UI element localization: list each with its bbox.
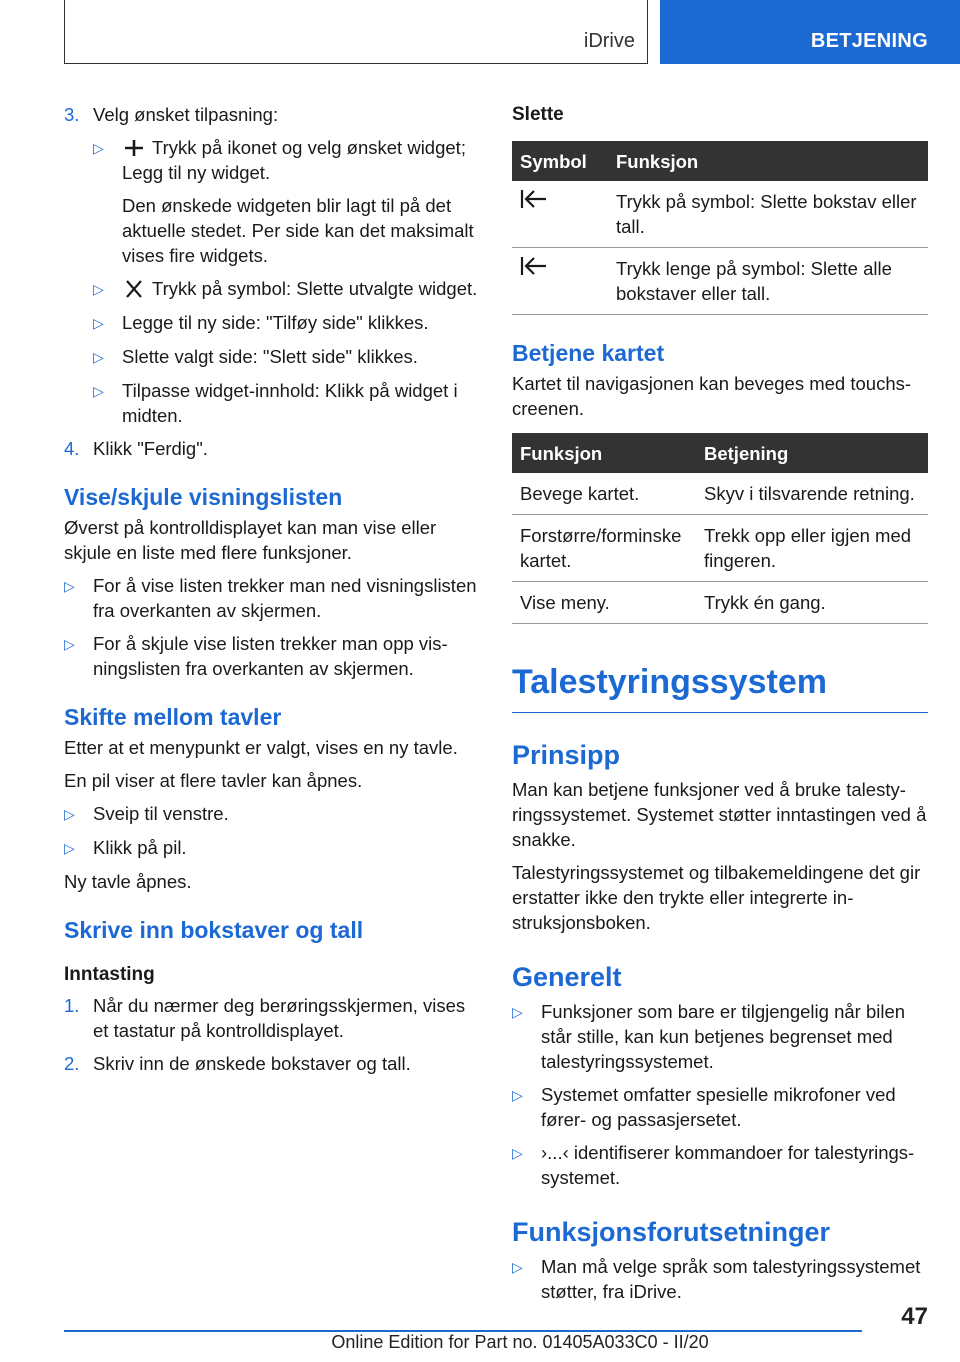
column-header: Symbol (512, 141, 608, 181)
column-header: Betjening (696, 433, 928, 473)
kart-table (512, 433, 928, 624)
subheading-slette: Slette (512, 104, 564, 125)
left-column (64, 102, 480, 1084)
list-item (512, 1082, 928, 1132)
section-heading-prinsipp: Prinsipp (512, 740, 621, 770)
bullet-text: ›...‹ identifiserer kommandoer for talestyringssystemet. (541, 1142, 915, 1188)
paragraph: Øverst på kontrolldisplayet kan man vise eller skjule en liste med flere funksjoner. (64, 517, 437, 563)
triangle-bullet-icon: ▷ (512, 1259, 523, 1275)
step-2 (64, 1051, 480, 1076)
table-cell: Trykk én gang. (696, 582, 928, 624)
triangle-bullet-icon: ▷ (512, 1004, 523, 1020)
section-heading-kart: Betjene kartet (512, 340, 665, 366)
close-icon (122, 280, 146, 298)
list-item (512, 999, 928, 1074)
triangle-bullet-icon: ▷ (512, 1087, 523, 1103)
bullet-text: For å skjule vise listen trekker man opp visningslisten fra overkanten av skjermen. (93, 633, 448, 679)
section-heading-generelt: Generelt (512, 962, 622, 992)
table-cell: Trekk opp eller igjen med fingeren. (696, 515, 928, 582)
backspace-arrow-icon (520, 256, 548, 276)
table-cell: Bevege kartet. (512, 473, 696, 515)
step-text: Klikk "Ferdig". (93, 438, 208, 459)
table-cell: Vise meny. (512, 582, 696, 624)
step-text: Velg ønsket tilpasning: (93, 104, 279, 125)
bullet-text: Klikk på pil. (93, 837, 187, 858)
list-item (93, 135, 480, 185)
table-row (512, 248, 928, 315)
plus-icon (122, 139, 146, 157)
header-section-box (64, 0, 648, 64)
section-heading-skifte: Skifte mellom tavler (64, 704, 282, 730)
triangle-bullet-icon: ▷ (64, 636, 75, 652)
bullet-text: Systemet omfatter spesielle mikrofoner ved fører- og passasjersetet. (541, 1084, 896, 1130)
list-item (93, 310, 480, 336)
triangle-bullet-icon: ▷ (93, 281, 104, 297)
triangle-bullet-icon: ▷ (93, 140, 104, 156)
header-section-label: iDrive (583, 30, 635, 52)
step-3-bullets (93, 135, 480, 428)
paragraph: Man kan betjene funksjoner ved å bruke talestyringssystemet. Systemet støtter inntastingen ved å snakke. (512, 779, 927, 850)
footer-edition: Online Edition for Part no. 01405A033C0 - II/20 (331, 1332, 709, 1352)
chapter-heading-tale: Talestyringssystem (512, 662, 928, 713)
step-number: 4. (64, 438, 80, 459)
table-row (512, 473, 928, 515)
step-4 (64, 436, 480, 461)
bullet-text: Slette valgt side: "Slett side" klikkes. (122, 346, 418, 367)
bullet-text: Tilpasse widget-innhold: Klikk på widget i midten. (122, 380, 458, 426)
list-item (93, 276, 480, 302)
table-cell: Trykk lenge på symbol: Slette alle bokstaver eller tall. (608, 248, 928, 315)
column-header: Funksjon (608, 141, 928, 181)
paragraph: Kartet til navigasjonen kan beveges med touchscreenen. (512, 373, 912, 419)
header-chapter-box (660, 0, 960, 64)
step-number: 1. (64, 995, 80, 1016)
bullet-text: For å vise listen trekker man ned visningslisten fra overkanten av skjermen. (93, 575, 477, 621)
paragraph: En pil viser at flere tavler kan åpnes. (64, 770, 363, 791)
list-item (512, 1140, 928, 1190)
triangle-bullet-icon: ▷ (512, 1145, 523, 1161)
list-item (64, 631, 480, 681)
table-cell: Skyv i tilsvarende retning. (696, 473, 928, 515)
header-chapter-label: BETJENING (810, 30, 928, 52)
triangle-bullet-icon: ▷ (93, 315, 104, 331)
list-item (64, 801, 480, 827)
section-heading-skrive: Skrive inn bokstaver og tall (64, 917, 364, 943)
list-item (93, 378, 480, 428)
list-item (512, 1254, 928, 1304)
subheading-inntasting: Inntasting (64, 964, 155, 985)
triangle-bullet-icon: ▷ (93, 349, 104, 365)
bullet-text: Man må velge språk som talestyringssystemet støtter, fra iDrive. (541, 1256, 921, 1302)
table-header-row (512, 141, 928, 181)
triangle-bullet-icon: ▷ (64, 840, 75, 856)
list-item (64, 835, 480, 861)
bullet-text: Funksjoner som bare er tilgjengelig når bilen står stille, kan kun betjenes begrenset med talestyringssystemet. (541, 1001, 906, 1072)
section-heading-vise: Vise/skjule visningslisten (64, 484, 343, 510)
list-item (64, 573, 480, 623)
step-number: 2. (64, 1053, 80, 1074)
step-number: 3. (64, 104, 80, 125)
bullet-continuation: Den ønskede widgeten blir lagt til på det aktuelle stedet. Per side kan det maksimalt vises fire widgets. (122, 195, 474, 266)
step-text: Skriv inn de ønskede bokstaver og tall. (93, 1053, 411, 1074)
table-row (512, 181, 928, 248)
triangle-bullet-icon: ▷ (64, 578, 75, 594)
paragraph: Talestyringssystemet og tilbakemeldingene det gir erstatter ikke den trykte eller integrerte instruksjonsboken. (512, 862, 921, 933)
step-text: Når du nærmer deg berøringsskjermen, vises et tastatur på kontrolldisplayet. (93, 995, 466, 1041)
paragraph: Ny tavle åpnes. (64, 871, 192, 892)
page-number: 47 (901, 1303, 928, 1330)
bullet-text: Sveip til venstre. (93, 803, 229, 824)
table-row (512, 515, 928, 582)
section-heading-forut: Funksjonsforutsetninger (512, 1217, 831, 1247)
table-row (512, 582, 928, 624)
bullet-text: Trykk på symbol: Slette utvalgte widget. (152, 278, 478, 299)
triangle-bullet-icon: ▷ (93, 383, 104, 399)
list-item (93, 344, 480, 370)
table-cell: Trykk på symbol: Slette bokstav eller tall. (608, 181, 928, 248)
table-cell: Forstørre/forminske kartet. (512, 515, 696, 582)
slette-table (512, 141, 928, 315)
step-1 (64, 993, 480, 1043)
paragraph: Etter at et menypunkt er valgt, vises en ny tavle. (64, 737, 458, 758)
table-header-row (512, 433, 928, 473)
column-header: Funksjon (512, 433, 696, 473)
bullet-text: Legge til ny side: "Tilføy side" klikkes. (122, 312, 429, 333)
step-3 (64, 102, 480, 127)
table-cell (512, 181, 608, 248)
table-cell (512, 248, 608, 315)
triangle-bullet-icon: ▷ (64, 806, 75, 822)
bullet-text: Trykk på ikonet og velg ønsket widget; Legg til ny widget. (122, 137, 466, 183)
right-column (512, 102, 928, 1312)
backspace-arrow-icon (520, 189, 548, 209)
